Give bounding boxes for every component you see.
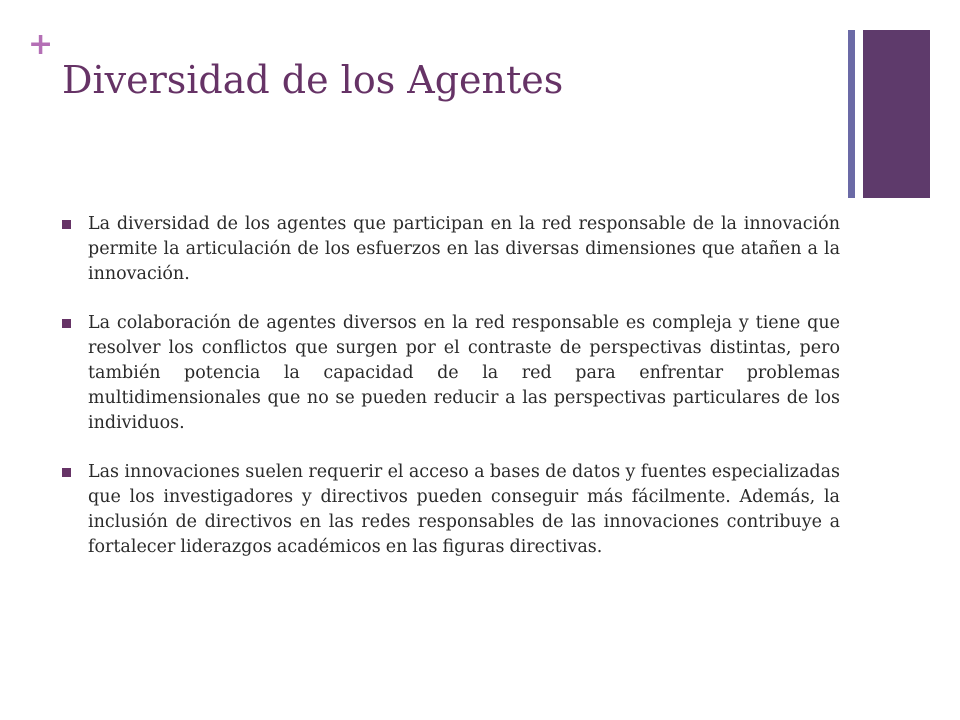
accent-bar-thin [848, 30, 855, 198]
list-item [62, 212, 840, 287]
bullet-list [62, 212, 840, 584]
square-bullet-icon [62, 319, 71, 328]
square-bullet-icon [62, 468, 71, 477]
list-item [62, 311, 840, 436]
accent-bar-thick [863, 30, 930, 198]
list-item [62, 460, 840, 560]
slide-title: Diversidad de los Agentes [62, 58, 564, 102]
bullet-text: Las innovaciones suelen requerir el acceso a bases de datos y fuentes especializadas que los investigadores y directivos pueden conseguir más fácilmente. Además, la inclusión de directivos en las redes responsables de las innovaciones contribuye a fortalecer liderazgos académicos en las figuras directivas. [88, 462, 840, 557]
bullet-text: La colaboración de agentes diversos en la red responsable es compleja y tiene que resolver los conflictos que surgen por el contraste de perspectivas distintas, pero también potencia la capacidad de la red para enfrentar problemas multidimensionales que no se pueden reducir a las perspectivas particulares de los individuos. [88, 313, 840, 433]
square-bullet-icon [62, 220, 71, 229]
plus-icon: + [28, 27, 54, 62]
bullet-text: La diversidad de los agentes que participan en la red responsable de la innovación permite la articulación de los esfuerzos en las diversas dimensiones que atañen a la innovación. [88, 214, 840, 284]
